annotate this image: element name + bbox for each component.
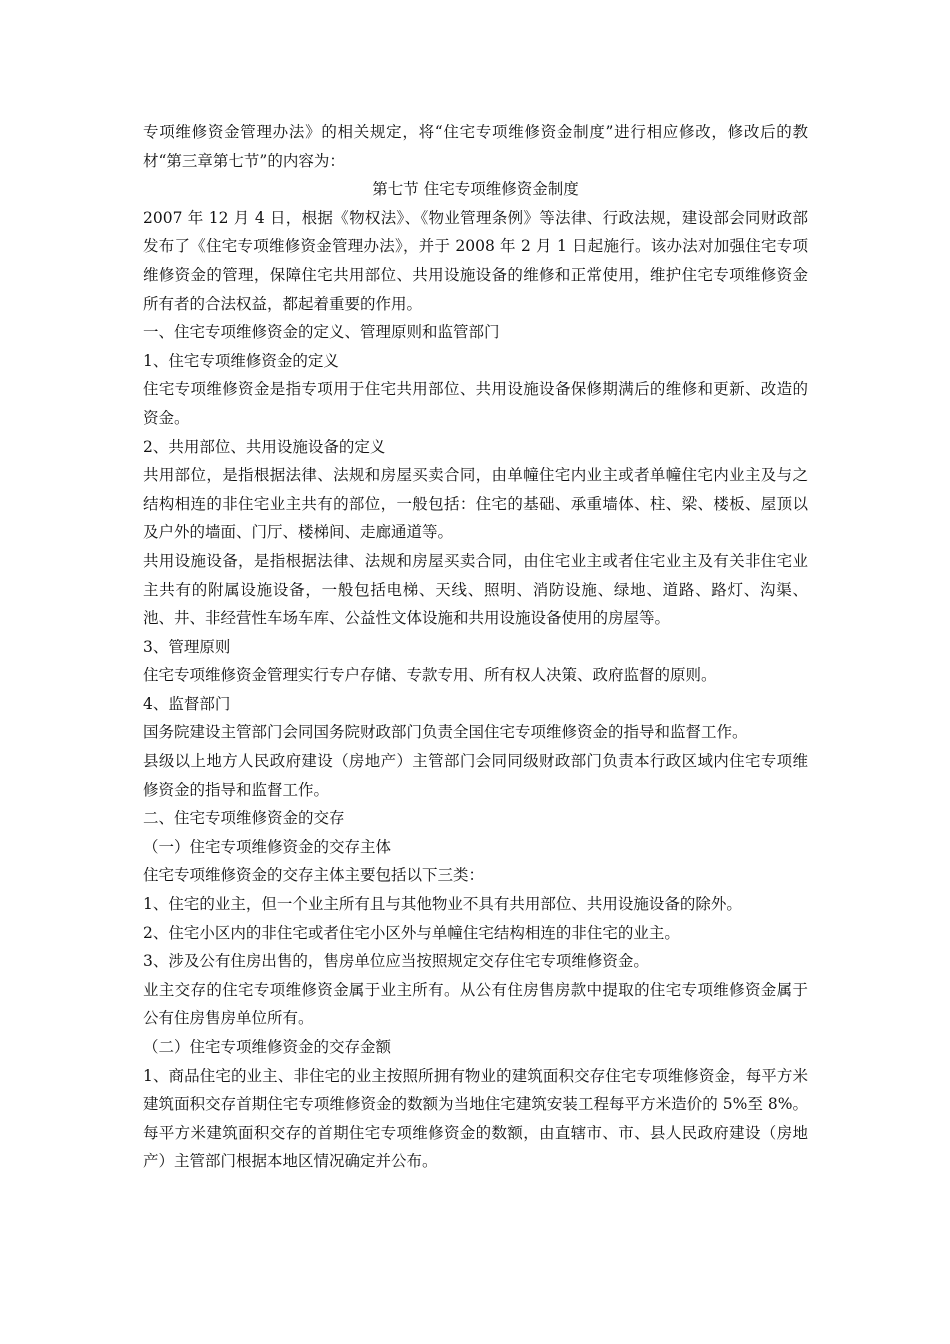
body-paragraph: 国务院建设主管部门会同国务院财政部门负责全国住宅专项维修资金的指导和监督工作。 (143, 723, 748, 742)
body-paragraph: 县级以上地方人民政府建设（房地产）主管部门会同同级财政部门负责本行政区域内住宅专项维修资金的指导和监督工作。 (143, 752, 808, 799)
heading-level-1: 二、住宅专项维修资金的交存 (143, 809, 345, 828)
body-paragraph: 住宅专项维修资金的交存主体主要包括以下三类： (143, 866, 485, 885)
intro-paragraph: 专项维修资金管理办法》的相关规定，将“住宅专项维修资金制度”进行相应修改，修改后的教材“第三章第七节”的内容为： (143, 123, 808, 170)
body-paragraph: 业主交存的住宅专项维修资金属于业主所有。从公有住房售房款中提取的住宅专项维修资金属于公有住房售房单位所有。 (143, 980, 808, 1028)
body-paragraph: 1、商品住宅的业主、非住宅的业主按照所拥有物业的建筑面积交存住宅专项维修资金，每平方米建筑面积交存首期住宅专项维修资金的数额为当地住宅建筑安装工程每平方米造价的 5%至 8%。每平方米建筑面积交存的首期住宅专项维修资金的数额，由直辖市、市、县人民政府建设（房地产）主管部门根据本地区情况确定并公布。 (143, 1066, 808, 1171)
section-title: 第七节 住宅专项维修资金制度 (372, 180, 579, 199)
body-paragraph: 2007 年 12 月 4 日，根据《物权法》、《物业管理条例》等法律、行政法规，建设部会同财政部发布了《住宅专项维修资金管理办法》，并于 2008 年 2 月 1 日起施行。该办法对加强住宅专项维修资金的管理，保障住宅共用部位、共用设施设备的维修和正常使用，维护住宅专项维修资金所有者的合法权益，都起着重要的作用。 (143, 208, 808, 313)
body-paragraph: 住宅专项维修资金管理实行专户存储、专款专用、所有权人决策、政府监督的原则。 (143, 666, 717, 685)
heading-level-2: 3、管理原则 (143, 637, 231, 656)
list-item: 2、住宅小区内的非住宅或者住宅小区外与单幢住宅结构相连的非住宅的业主。 (143, 923, 680, 942)
body-paragraph: 共用设施设备，是指根据法律、法规和房屋买卖合同，由住宅业主或者住宅业主及有关非住宅业主共有的附属设施设备，一般包括电梯、天线、照明、消防设施、绿地、道路、路灯、沟渠、池、井、非经营性车场车库、公益性文体设施和共用设施设备使用的房屋等。 (143, 551, 808, 628)
body-paragraph: 住宅专项维修资金是指专项用于住宅共用部位、共用设施设备保修期满后的维修和更新、改造的资金。 (143, 380, 808, 427)
document-page (143, 118, 808, 1176)
heading-level-2: 4、监督部门 (143, 694, 231, 713)
heading-level-2: （二）住宅专项维修资金的交存金额 (143, 1038, 392, 1056)
list-item: 3、涉及公有住房出售的，售房单位应当按照规定交存住宅专项维修资金。 (143, 952, 649, 971)
heading-level-2: 1、住宅专项维修资金的定义 (143, 351, 339, 370)
heading-level-2: 2、共用部位、共用设施设备的定义 (143, 437, 386, 456)
heading-level-1: 一、住宅专项维修资金的定义、管理原则和监管部门 (143, 323, 500, 342)
list-item: 1、住宅的业主，但一个业主所有且与其他物业不具有共用部位、共用设施设备的除外。 (143, 895, 742, 914)
heading-level-2: （一）住宅专项维修资金的交存主体 (143, 837, 392, 856)
body-paragraph: 共用部位，是指根据法律、法规和房屋买卖合同，由单幢住宅内业主或者单幢住宅内业主及与之结构相连的非住宅业主共有的部位，一般包括：住宅的基础、承重墙体、柱、梁、楼板、屋顶以及户外的墙面、门厅、楼梯间、走廊通道等。 (143, 466, 808, 542)
